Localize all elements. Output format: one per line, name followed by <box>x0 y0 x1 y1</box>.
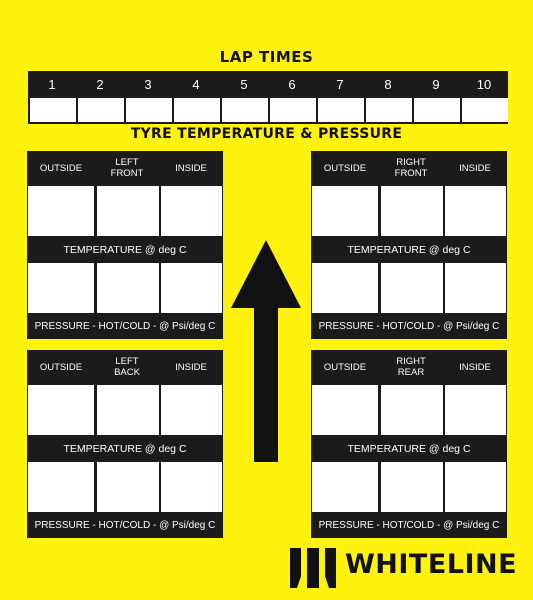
temperature-field[interactable] <box>161 186 222 236</box>
lap-time-field[interactable] <box>366 98 412 122</box>
inside-label: INSIDE <box>175 162 207 174</box>
lap-time-field[interactable] <box>462 98 508 122</box>
lap-time-field[interactable] <box>174 98 220 122</box>
tyre-panel-left-back <box>27 350 223 538</box>
temperature-field[interactable] <box>312 186 378 236</box>
pressure-field[interactable] <box>28 263 94 313</box>
outside-label: OUTSIDE <box>39 162 83 174</box>
pressure-field[interactable] <box>381 263 443 313</box>
pressure-label: PRESSURE - HOT/COLD - @ Psi/deg C <box>34 520 216 531</box>
lap-time-field[interactable] <box>318 98 364 122</box>
temperature-field[interactable] <box>312 385 378 435</box>
temperature-field[interactable] <box>381 385 443 435</box>
temperature-field[interactable] <box>445 186 506 236</box>
temperature-label: TEMPERATURE @ deg C <box>347 443 471 455</box>
pressure-field[interactable] <box>161 263 222 313</box>
pressure-field[interactable] <box>161 462 222 512</box>
tyre-panel-right-front <box>311 151 507 339</box>
tyre-panel-left-front <box>27 151 223 339</box>
tyre-position-label: RIGHT FRONT <box>394 157 428 179</box>
lap-time-field[interactable] <box>126 98 172 122</box>
arrow-up-icon <box>231 240 301 462</box>
temperature-field[interactable] <box>28 186 94 236</box>
outside-label: OUTSIDE <box>323 361 367 373</box>
lap-times-title: LAP TIMES <box>219 48 314 66</box>
lap-number: 10 <box>476 77 492 92</box>
lap-number: 5 <box>240 77 248 92</box>
lap-time-field[interactable] <box>270 98 316 122</box>
temperature-field[interactable] <box>445 385 506 435</box>
brand-name: WHITELINE <box>345 549 518 580</box>
temperature-label: TEMPERATURE @ deg C <box>347 244 471 256</box>
pressure-label: PRESSURE - HOT/COLD - @ Psi/deg C <box>318 321 500 332</box>
inside-label: INSIDE <box>459 361 491 373</box>
tyre-panel-right-rear <box>311 350 507 538</box>
temperature-field[interactable] <box>97 385 159 435</box>
lap-time-field[interactable] <box>78 98 124 122</box>
tyre-position-label: LEFT FRONT <box>110 157 144 179</box>
temperature-field[interactable] <box>28 385 94 435</box>
lap-number: 9 <box>432 77 440 92</box>
lap-time-field[interactable] <box>414 98 460 122</box>
lap-number: 4 <box>192 77 200 92</box>
pressure-field[interactable] <box>381 462 443 512</box>
temperature-label: TEMPERATURE @ deg C <box>63 244 187 256</box>
lap-number: 8 <box>384 77 392 92</box>
lap-time-field[interactable] <box>222 98 268 122</box>
pressure-field[interactable] <box>97 462 159 512</box>
pressure-field[interactable] <box>312 263 378 313</box>
lap-times-table <box>28 71 508 124</box>
pressure-field[interactable] <box>445 462 506 512</box>
temperature-field[interactable] <box>97 186 159 236</box>
inside-label: INSIDE <box>459 162 491 174</box>
outside-label: OUTSIDE <box>39 361 83 373</box>
pressure-field[interactable] <box>97 263 159 313</box>
lap-number: 3 <box>144 77 152 92</box>
inside-label: INSIDE <box>175 361 207 373</box>
lap-time-field[interactable] <box>30 98 76 122</box>
whiteline-logo-icon <box>290 548 336 588</box>
lap-number: 7 <box>336 77 344 92</box>
outside-label: OUTSIDE <box>323 162 367 174</box>
temperature-label: TEMPERATURE @ deg C <box>63 443 187 455</box>
pressure-label: PRESSURE - HOT/COLD - @ Psi/deg C <box>34 321 216 332</box>
pressure-field[interactable] <box>28 462 94 512</box>
tyre-section-title: TYRE TEMPERATURE & PRESSURE <box>130 126 403 142</box>
temperature-field[interactable] <box>161 385 222 435</box>
pressure-field[interactable] <box>312 462 378 512</box>
tyre-position-label: LEFT BACK <box>114 356 140 378</box>
lap-number: 1 <box>48 77 56 92</box>
pressure-field[interactable] <box>445 263 506 313</box>
lap-number: 6 <box>288 77 296 92</box>
temperature-field[interactable] <box>381 186 443 236</box>
tyre-position-label: RIGHT REAR <box>396 356 426 378</box>
pressure-label: PRESSURE - HOT/COLD - @ Psi/deg C <box>318 520 500 531</box>
lap-number: 2 <box>96 77 104 92</box>
